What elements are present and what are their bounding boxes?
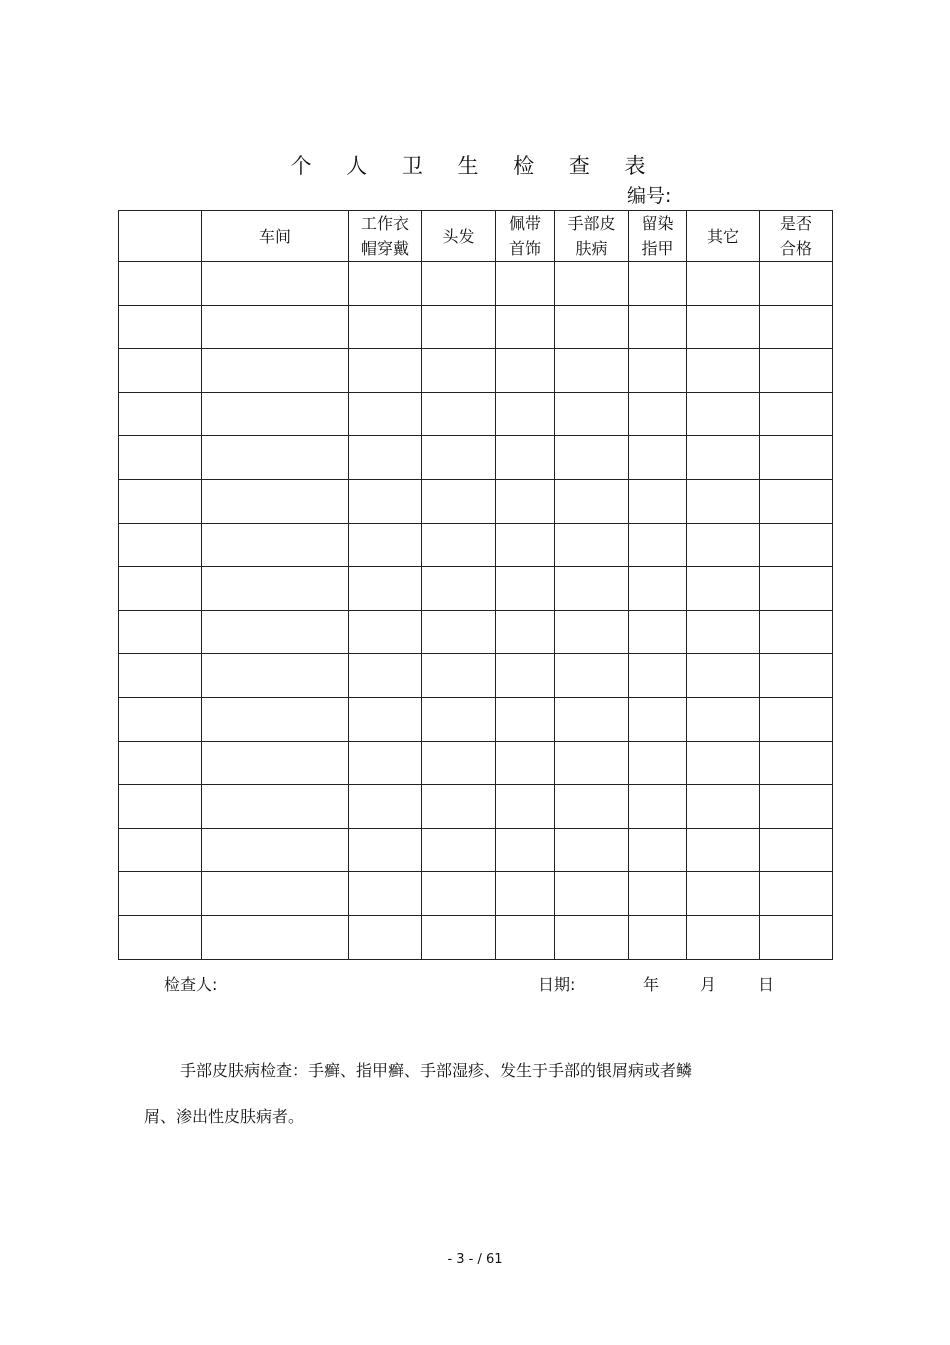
table-cell[interactable] bbox=[760, 349, 833, 393]
table-cell[interactable] bbox=[496, 785, 555, 829]
table-cell[interactable] bbox=[760, 305, 833, 349]
page-number: - 3 - / 61 bbox=[447, 1252, 503, 1267]
month-label: 月 bbox=[700, 975, 717, 994]
table-cell[interactable] bbox=[202, 567, 349, 611]
table-cell[interactable] bbox=[687, 828, 760, 872]
table-cell[interactable] bbox=[422, 392, 496, 436]
table-cell[interactable] bbox=[202, 392, 349, 436]
table-cell[interactable] bbox=[422, 523, 496, 567]
header-cell-nails bbox=[629, 211, 687, 262]
table-cell[interactable] bbox=[496, 654, 555, 698]
table-row bbox=[119, 697, 833, 741]
table-row bbox=[119, 262, 833, 306]
table-cell[interactable] bbox=[687, 523, 760, 567]
table-cell[interactable] bbox=[629, 523, 687, 567]
table-cell[interactable] bbox=[687, 436, 760, 480]
table-cell[interactable] bbox=[760, 479, 833, 523]
table-cell[interactable] bbox=[202, 872, 349, 916]
header-cell-jewelry bbox=[496, 211, 555, 262]
table-cell[interactable] bbox=[202, 610, 349, 654]
table-cell[interactable] bbox=[349, 915, 422, 959]
header-line: 帽穿戴 bbox=[360, 239, 409, 258]
table-cell[interactable] bbox=[496, 697, 555, 741]
table-cell[interactable] bbox=[119, 479, 202, 523]
header-cell-blank bbox=[119, 211, 202, 262]
table-cell[interactable] bbox=[629, 915, 687, 959]
table-cell[interactable] bbox=[687, 785, 760, 829]
day-label: 日 bbox=[758, 975, 775, 994]
table-cell[interactable] bbox=[629, 436, 687, 480]
table-cell[interactable] bbox=[687, 697, 760, 741]
table-cell[interactable] bbox=[555, 392, 629, 436]
table-cell[interactable] bbox=[760, 523, 833, 567]
table-cell[interactable] bbox=[555, 828, 629, 872]
table-cell[interactable] bbox=[202, 349, 349, 393]
table-cell[interactable] bbox=[119, 697, 202, 741]
table-cell[interactable] bbox=[349, 872, 422, 916]
table-cell[interactable] bbox=[555, 523, 629, 567]
table-cell[interactable] bbox=[496, 872, 555, 916]
date-label: 日期: bbox=[538, 975, 576, 994]
table-row bbox=[119, 915, 833, 959]
table-cell[interactable] bbox=[760, 392, 833, 436]
table-cell[interactable] bbox=[349, 479, 422, 523]
table-cell[interactable] bbox=[687, 915, 760, 959]
table-cell[interactable] bbox=[555, 654, 629, 698]
table-row bbox=[119, 654, 833, 698]
table-cell[interactable] bbox=[422, 697, 496, 741]
table-cell[interactable] bbox=[119, 828, 202, 872]
table-cell[interactable] bbox=[422, 610, 496, 654]
table-row bbox=[119, 785, 833, 829]
table-cell[interactable] bbox=[202, 479, 349, 523]
table-cell[interactable] bbox=[555, 567, 629, 611]
table-cell[interactable] bbox=[202, 523, 349, 567]
table-cell[interactable] bbox=[119, 567, 202, 611]
table-cell[interactable] bbox=[202, 785, 349, 829]
table-cell[interactable] bbox=[760, 872, 833, 916]
table-row bbox=[119, 567, 833, 611]
year-label: 年 bbox=[643, 975, 660, 994]
table-row bbox=[119, 523, 833, 567]
table-row bbox=[119, 305, 833, 349]
table-cell[interactable] bbox=[422, 349, 496, 393]
table-cell[interactable] bbox=[629, 610, 687, 654]
table-cell[interactable] bbox=[422, 741, 496, 785]
table-cell[interactable] bbox=[496, 828, 555, 872]
table-cell[interactable] bbox=[555, 436, 629, 480]
table-cell[interactable] bbox=[202, 654, 349, 698]
table-cell[interactable] bbox=[496, 262, 555, 306]
table-cell[interactable] bbox=[629, 828, 687, 872]
table-cell[interactable] bbox=[422, 479, 496, 523]
header-cell-workshop: 车间 bbox=[202, 211, 349, 262]
header-line: 佩带 bbox=[508, 214, 541, 233]
table-cell[interactable] bbox=[629, 785, 687, 829]
table-cell[interactable] bbox=[555, 697, 629, 741]
table-cell[interactable] bbox=[119, 305, 202, 349]
table-row bbox=[119, 392, 833, 436]
table-cell[interactable] bbox=[349, 305, 422, 349]
table-cell[interactable] bbox=[496, 610, 555, 654]
table-cell[interactable] bbox=[760, 828, 833, 872]
table-cell[interactable] bbox=[687, 479, 760, 523]
table-cell[interactable] bbox=[629, 872, 687, 916]
inspector-label: 检查人: bbox=[164, 975, 218, 994]
table-cell[interactable] bbox=[119, 436, 202, 480]
table-cell[interactable] bbox=[422, 915, 496, 959]
table-cell[interactable] bbox=[202, 262, 349, 306]
table-cell[interactable] bbox=[119, 915, 202, 959]
table-cell[interactable] bbox=[629, 697, 687, 741]
table-cell[interactable] bbox=[555, 610, 629, 654]
table-cell[interactable] bbox=[119, 262, 202, 306]
table-cell[interactable] bbox=[687, 872, 760, 916]
table-cell[interactable] bbox=[555, 785, 629, 829]
table-cell[interactable] bbox=[496, 305, 555, 349]
table-cell[interactable] bbox=[687, 349, 760, 393]
table-cell[interactable] bbox=[496, 741, 555, 785]
table-cell[interactable] bbox=[687, 610, 760, 654]
table-cell[interactable] bbox=[496, 915, 555, 959]
table-cell[interactable] bbox=[422, 785, 496, 829]
table-cell[interactable] bbox=[687, 262, 760, 306]
table-cell[interactable] bbox=[555, 349, 629, 393]
table-cell[interactable] bbox=[349, 436, 422, 480]
table-cell[interactable] bbox=[202, 436, 349, 480]
table-cell[interactable] bbox=[555, 741, 629, 785]
table-cell[interactable] bbox=[555, 479, 629, 523]
table-cell[interactable] bbox=[496, 392, 555, 436]
table-cell[interactable] bbox=[760, 262, 833, 306]
table-cell[interactable] bbox=[349, 392, 422, 436]
table-cell[interactable] bbox=[687, 392, 760, 436]
table-cell[interactable] bbox=[629, 567, 687, 611]
table-cell[interactable] bbox=[119, 610, 202, 654]
table-cell[interactable] bbox=[422, 436, 496, 480]
table-cell[interactable] bbox=[687, 741, 760, 785]
table-cell[interactable] bbox=[687, 567, 760, 611]
table-cell[interactable] bbox=[119, 872, 202, 916]
table-cell[interactable] bbox=[496, 523, 555, 567]
hygiene-check-table bbox=[118, 210, 833, 960]
table-cell[interactable] bbox=[349, 567, 422, 611]
table-cell[interactable] bbox=[496, 567, 555, 611]
table-cell[interactable] bbox=[349, 349, 422, 393]
table-cell[interactable] bbox=[422, 828, 496, 872]
table-cell[interactable] bbox=[629, 262, 687, 306]
table-row bbox=[119, 872, 833, 916]
table-cell[interactable] bbox=[422, 654, 496, 698]
table-cell[interactable] bbox=[496, 479, 555, 523]
table-cell[interactable] bbox=[422, 262, 496, 306]
table-row bbox=[119, 610, 833, 654]
header-cell-hair: 头发 bbox=[422, 211, 496, 262]
table-cell[interactable] bbox=[119, 392, 202, 436]
table-cell[interactable] bbox=[119, 785, 202, 829]
table-row bbox=[119, 349, 833, 393]
table-cell[interactable] bbox=[349, 523, 422, 567]
header-cell-workwear bbox=[349, 211, 422, 262]
table-cell[interactable] bbox=[202, 741, 349, 785]
table-cell[interactable] bbox=[202, 828, 349, 872]
table-cell[interactable] bbox=[760, 567, 833, 611]
table-cell[interactable] bbox=[629, 479, 687, 523]
table-cell[interactable] bbox=[496, 436, 555, 480]
table-cell[interactable] bbox=[202, 305, 349, 349]
table-row bbox=[119, 436, 833, 480]
note-line-1: 手部皮肤病检查：手癣、指甲癣、手部湿疹、发生于手部的银屑病或者鳞 bbox=[180, 1061, 693, 1080]
table-cell[interactable] bbox=[555, 262, 629, 306]
header-line: 是否 bbox=[779, 214, 812, 233]
table-cell[interactable] bbox=[555, 305, 629, 349]
header-line: 指甲 bbox=[641, 239, 674, 258]
table-cell[interactable] bbox=[119, 654, 202, 698]
header-line: 留染 bbox=[641, 214, 674, 233]
table-row bbox=[119, 828, 833, 872]
table-cell[interactable] bbox=[349, 785, 422, 829]
header-line: 肤病 bbox=[575, 239, 608, 258]
table-cell[interactable] bbox=[760, 741, 833, 785]
table-cell[interactable] bbox=[760, 436, 833, 480]
header-cell-hand-skin-disease bbox=[555, 211, 629, 262]
header-cell-other: 其它 bbox=[687, 211, 760, 262]
note-line-2: 屑、渗出性皮肤病者。 bbox=[144, 1107, 305, 1126]
table-cell[interactable] bbox=[760, 654, 833, 698]
table-row bbox=[119, 741, 833, 785]
table-cell[interactable] bbox=[760, 915, 833, 959]
table-cell[interactable] bbox=[349, 654, 422, 698]
header-line: 工作衣 bbox=[360, 214, 409, 233]
table-cell[interactable] bbox=[349, 828, 422, 872]
table-cell[interactable] bbox=[202, 915, 349, 959]
table-header-row bbox=[119, 211, 833, 262]
table-cell[interactable] bbox=[629, 654, 687, 698]
table-cell[interactable] bbox=[629, 741, 687, 785]
table-cell[interactable] bbox=[119, 741, 202, 785]
table-cell[interactable] bbox=[555, 872, 629, 916]
table-cell[interactable] bbox=[119, 523, 202, 567]
table-row bbox=[119, 479, 833, 523]
table-cell[interactable] bbox=[422, 567, 496, 611]
header-cell-qualified bbox=[760, 211, 833, 262]
table-cell[interactable] bbox=[119, 349, 202, 393]
table-cell[interactable] bbox=[555, 915, 629, 959]
table-cell[interactable] bbox=[629, 305, 687, 349]
page-title: 个 人 卫 生 检 查 表 bbox=[290, 154, 660, 178]
table-cell[interactable] bbox=[687, 654, 760, 698]
serial-number-label: 编号: bbox=[627, 185, 672, 207]
header-line: 合格 bbox=[779, 239, 812, 258]
table-cell[interactable] bbox=[422, 305, 496, 349]
table-cell[interactable] bbox=[687, 305, 760, 349]
table-cell[interactable] bbox=[349, 610, 422, 654]
table-cell[interactable] bbox=[760, 610, 833, 654]
table-cell[interactable] bbox=[760, 785, 833, 829]
table-cell[interactable] bbox=[422, 872, 496, 916]
header-line: 首饰 bbox=[508, 239, 541, 258]
table-cell[interactable] bbox=[349, 741, 422, 785]
table-cell[interactable] bbox=[349, 262, 422, 306]
table-cell[interactable] bbox=[202, 697, 349, 741]
table-cell[interactable] bbox=[349, 697, 422, 741]
table-cell[interactable] bbox=[760, 697, 833, 741]
table-cell[interactable] bbox=[496, 349, 555, 393]
table-cell[interactable] bbox=[629, 349, 687, 393]
header-line: 手部皮 bbox=[567, 214, 616, 233]
table-cell[interactable] bbox=[629, 392, 687, 436]
